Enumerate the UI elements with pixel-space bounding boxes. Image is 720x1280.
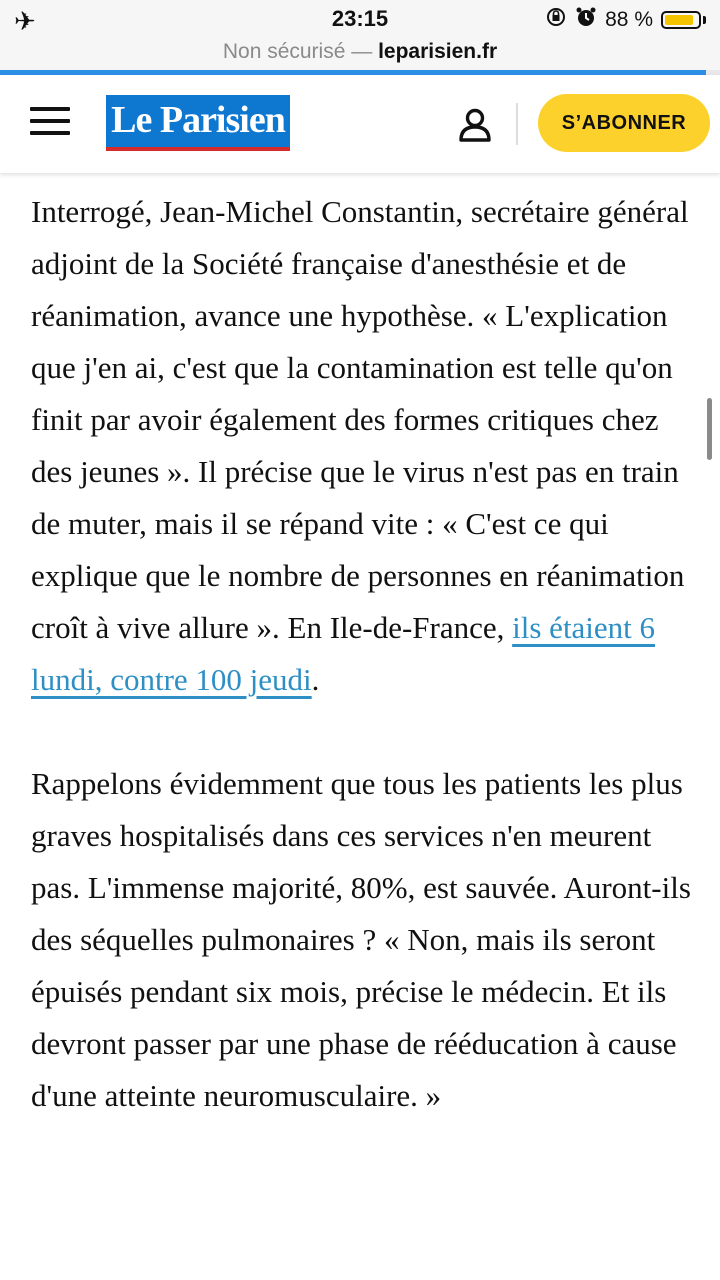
logo-text: Le Parisien	[111, 99, 285, 141]
airplane-icon: ✈	[14, 6, 36, 36]
subscribe-button[interactable]: S’ABONNER	[538, 94, 710, 152]
battery-icon	[661, 11, 701, 29]
article-paragraph: Rappelons évidemment que tous les patients les plus graves hospitalisés dans ces services n'en meurent pas. L'immense majorité, 80%, est sauvée. Auront-ils des séquelles pulmonaires ? « Non, mais ils seront épuisés pendant six mois, précise le médecin. Et ils devront passer par une phase de rééducation à cause d'une atteinte neuromusculaire. »	[31, 766, 691, 1113]
paragraph-text: Interrogé, Jean-Michel Constantin, secrétaire général adjoint de la Société française d'anesthésie et de réanimation, avance une hypothèse. « L'explication que j'en ai, c'est que la contamination est telle qu'on finit par avoir également des formes critiques chez des jeunes ». Il précise que le virus n'est pas en train de muter, mais il se répand vite : « C'est ce qui explique que le nombre de personnes en réanimation croît à vive allure ». En Ile-de-France,	[31, 194, 689, 645]
battery-tip	[703, 16, 706, 24]
battery-percent: 88 %	[605, 8, 653, 31]
status-bar	[0, 0, 720, 38]
le-parisien-logo[interactable]	[106, 95, 290, 147]
url-domain: leparisien.fr	[378, 40, 498, 63]
menu-icon[interactable]	[30, 107, 70, 139]
status-time: 23:15	[331, 6, 389, 31]
article-paragraph	[31, 186, 703, 706]
logo-underline	[106, 147, 290, 151]
inline-article-link[interactable]: ils étaient 6 lundi, contre 100 jeudi	[31, 610, 656, 697]
paragraph-end: .	[311, 662, 320, 697]
orientation-lock-icon	[545, 6, 567, 34]
article-body	[31, 186, 703, 1122]
security-warning: Non sécurisé —	[222, 40, 379, 63]
user-account-icon[interactable]	[455, 105, 495, 145]
battery-fill	[665, 15, 693, 25]
address-bar[interactable]	[0, 38, 720, 72]
status-right-group	[545, 6, 706, 34]
site-header	[0, 75, 720, 173]
scrollbar-thumb[interactable]	[707, 398, 712, 460]
alarm-icon	[575, 6, 597, 34]
header-divider	[516, 103, 518, 145]
